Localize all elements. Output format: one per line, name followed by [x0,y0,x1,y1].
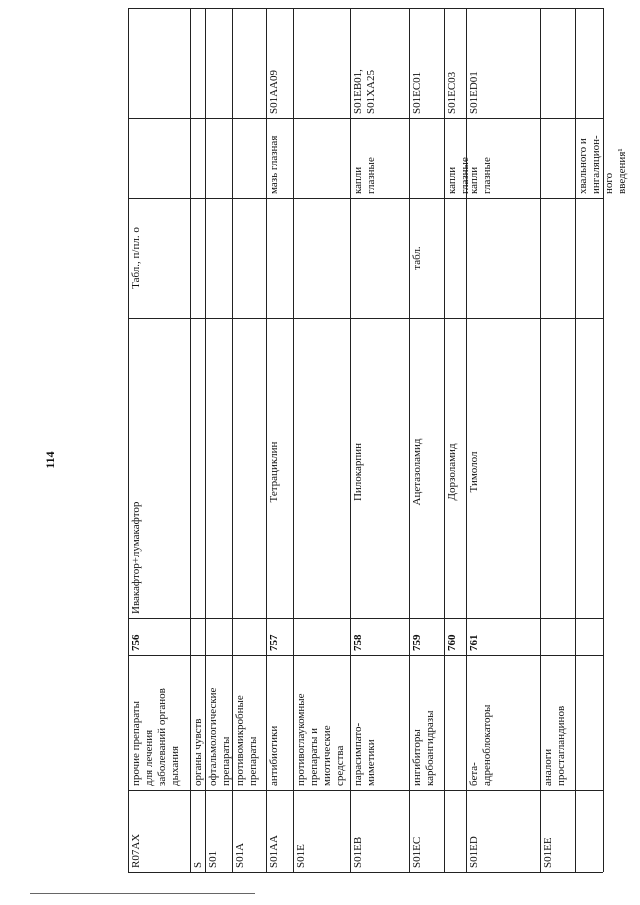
row-0-num: 756 [130,634,142,651]
row-3-name: противомикробные препараты [234,695,259,786]
row-8-drug: Дорзоламид [446,443,458,501]
row-1-name-cell [190,655,205,790]
row-7-num: 759 [411,634,423,651]
row-3-atc: S01A [234,842,246,868]
row-9-atc: S01ED [468,836,480,868]
row-7-atc: S01EC [411,836,423,868]
row-5-atc: S01E [295,844,307,868]
row-7-code-cell [409,8,444,118]
row-7-atc-cell [409,790,444,872]
row-9-drug-cell [466,318,540,618]
row-2-atc: S01 [207,850,219,868]
row-0-atc-cell [128,790,190,872]
row-0-drug: Ивакафтор+лумакафтор [130,501,142,614]
row-8-num: 760 [446,634,458,651]
row-6-num-cell [350,618,409,655]
row-4-route: мазь глазная [268,135,280,194]
row-6-code-cell [350,8,409,118]
row-2-name-cell [205,655,232,790]
row-0-atc: R07AX [130,833,142,868]
row-7-name: ингибиторы карбоангидразы [411,710,436,786]
route-column-note-cell [575,118,628,198]
row-9-code-cell [466,8,540,118]
table-border-bottom [128,872,603,873]
column-separator [128,198,603,199]
row-7-form: табл. [411,246,423,270]
row-1-atc-cell [190,790,205,872]
row-9-code: S01ED01 [468,71,480,114]
row-0-name: прочие препараты для лечения заболеваний органов дыхания [130,688,181,786]
row-7-drug-cell [409,318,444,618]
row-6-code: S01EB01, S01XA25 [352,69,377,114]
row-1-atc: S [192,861,204,868]
row-9-name: бета- адреноблокаторы [468,704,493,786]
row-4-drug-cell [266,318,293,618]
row-8-num-cell [444,618,466,655]
row-2-name: офтальмологические препараты [207,687,232,786]
row-0-form: Табл., п/пл. о [130,227,142,289]
row-0-num-cell [128,618,190,655]
row-0-form-cell [128,198,190,318]
row-0-drug-cell [128,318,190,618]
row-4-name-cell [266,655,293,790]
row-4-atc-cell [266,790,293,872]
row-9-drug: Тимолол [468,451,480,493]
route-column-note: хвального и ингаляцион- ного введения¹ [577,135,628,194]
row-9-num: 761 [468,634,480,651]
row-8-route: капли глазные [446,157,471,194]
row-4-name: антибиотики [268,725,280,786]
row-6-num: 758 [352,634,364,651]
row-1-name: органы чувств [192,718,204,786]
row-0-name-cell [128,655,190,790]
footnote-rule [30,893,255,894]
row-6-route-cell [350,118,409,198]
row-3-atc-cell [232,790,266,872]
row-4-num: 757 [268,634,280,651]
row-7-drug: Ацетазоламид [411,438,423,506]
row-9-route: капли глазные [468,157,493,194]
row-5-atc-cell [293,790,350,872]
row-6-drug: Пилокарпин [352,442,364,502]
row-7-code: S01EC01 [411,71,423,114]
row-9-route-cell [466,118,540,198]
row-8-drug-cell [444,318,466,618]
row-6-name: парасимпато- миметики [352,722,377,786]
row-6-route: капли глазные [352,157,377,194]
row-7-name-cell [409,655,444,790]
row-10-name: аналоги простагландинов [542,705,567,786]
row-8-route-cell [444,118,471,198]
row-8-code: S01EC03 [446,71,458,114]
row-9-name-cell [466,655,540,790]
row-4-code: S01AA09 [268,69,280,114]
row-9-num-cell [466,618,540,655]
row-6-drug-cell [350,318,409,618]
row-10-atc: S01EE [542,837,554,868]
row-5-name-cell [293,655,350,790]
row-10-name-cell [540,655,575,790]
row-4-drug: Тетрациклин [268,441,280,503]
row-6-atc-cell [350,790,409,872]
row-4-route-cell [266,118,293,198]
row-4-atc: S01AA [268,834,280,868]
row-3-name-cell [232,655,266,790]
row-5-name: противоглаукомные препараты и миотические средства [295,693,346,786]
row-9-atc-cell [466,790,540,872]
row-8-code-cell [444,8,466,118]
row-4-code-cell [266,8,293,118]
page-number: 114 [43,451,57,469]
row-4-num-cell [266,618,293,655]
row-6-atc: S01EB [352,836,364,868]
row-7-num-cell [409,618,444,655]
row-10-atc-cell [540,790,575,872]
row-6-name-cell [350,655,409,790]
row-2-atc-cell [205,790,232,872]
row-7-form-cell [409,198,444,318]
